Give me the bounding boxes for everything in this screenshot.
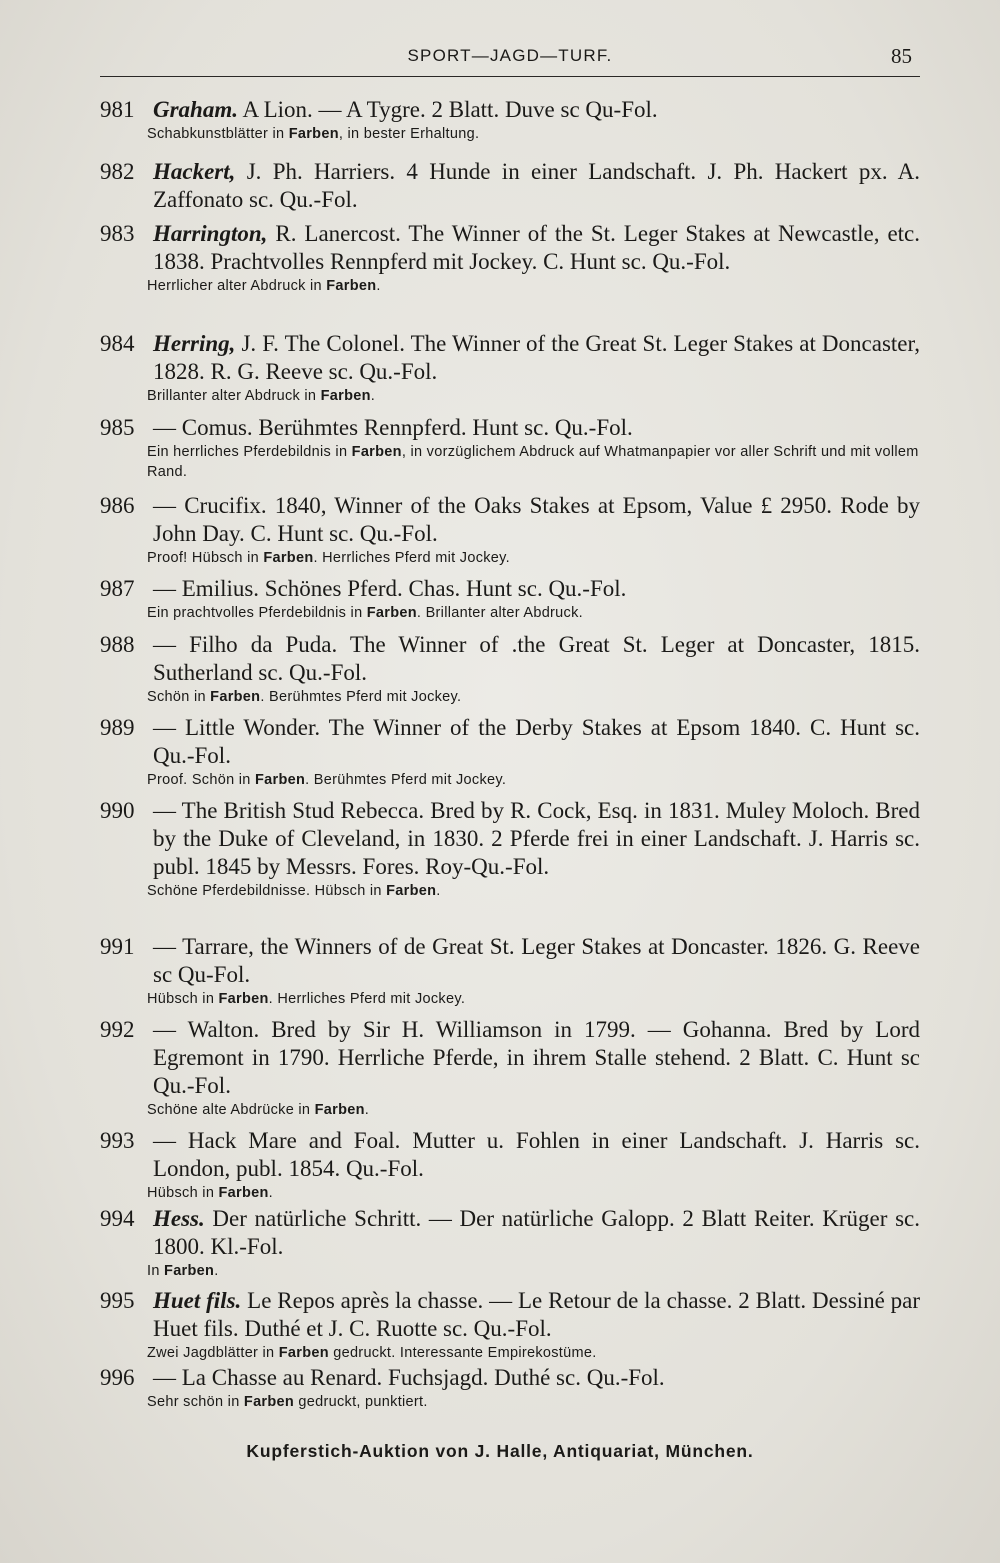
entry-text: Der natürliche Schritt. — Der natürliche Galopp. 2 Blatt Reiter. Krüger sc. 1800. Kl.-Fol. xyxy=(153,1206,920,1259)
entry-description xyxy=(153,631,920,687)
lot-number: 992 xyxy=(100,1017,135,1042)
entry-note: Zwei Jagdblätter in Farben gedruckt. Interessante Empirekostüme. xyxy=(147,1345,597,1361)
lot-number: 982 xyxy=(100,159,135,184)
artist-name: Hess. xyxy=(153,1206,205,1231)
entry-note: Sehr schön in Farben gedruckt, punktiert. xyxy=(147,1394,428,1410)
entry-text: — Crucifix. 1840, Winner of the Oaks Stakes at Epsom, Value £ 2950. Rode by John Day. C. Hunt sc. Qu.-Fol. xyxy=(153,493,920,546)
entry-text: R. Lanercost. The Winner of the St. Leger Stakes at Newcastle, etc. 1838. Prachtvolles Rennpferd mit Jockey. C. Hunt sc. Qu.-Fol. xyxy=(153,221,920,274)
catalog-entry-987 xyxy=(100,575,920,623)
entry-text: A Lion. — A Tygre. 2 Blatt. Duve sc Qu-Fol. xyxy=(238,97,658,122)
page-footer: Kupferstich-Auktion von J. Halle, Antiquariat, München. xyxy=(246,1441,754,1461)
entry-description xyxy=(153,1287,920,1343)
catalog-entry-986 xyxy=(100,492,920,568)
artist-name: Huet fils. xyxy=(153,1288,242,1313)
entry-note: Hübsch in Farben. xyxy=(147,1185,274,1201)
entry-note: In Farben. xyxy=(147,1263,219,1279)
catalog-entry-990 xyxy=(100,797,920,901)
entry-text: — Comus. Berühmtes Rennpferd. Hunt sc. Qu.-Fol. xyxy=(153,415,633,440)
entry-description xyxy=(153,158,920,214)
catalog-entry-994 xyxy=(100,1205,920,1281)
entry-note: Herrlicher alter Abdruck in Farben. xyxy=(147,278,381,294)
entry-text: — Emilius. Schönes Pferd. Chas. Hunt sc. Qu.-Fol. xyxy=(153,576,627,601)
entry-note: Proof! Hübsch in Farben. Herrliches Pferd mit Jockey. xyxy=(147,550,510,566)
lot-number: 989 xyxy=(100,715,135,740)
entry-text: Le Repos après la chasse. — Le Retour de la chasse. 2 Blatt. Dessiné par Huet fils. Duthé et J. C. Ruotte sc. Qu.-Fol. xyxy=(153,1288,921,1341)
entry-note: Schön in Farben. Berühmtes Pferd mit Jockey. xyxy=(147,689,462,705)
entry-note: Brillanter alter Abdruck in Farben. xyxy=(147,388,376,404)
catalog-entry-981 xyxy=(100,96,920,144)
entry-text: J. F. The Colonel. The Winner of the Great St. Leger Stakes at Doncaster, 1828. R. G. Reeve sc. Qu.-Fol. xyxy=(153,331,920,384)
lot-number: 996 xyxy=(100,1365,135,1390)
entry-note: Proof. Schön in Farben. Berühmtes Pferd mit Jockey. xyxy=(147,772,507,788)
running-title: SPORT—JAGD—TURF. xyxy=(407,46,613,65)
catalog-entry-988 xyxy=(100,631,920,707)
entry-text: — Hack Mare and Foal. Mutter u. Fohlen in einer Landschaft. J. Harris sc. London, publ. 1854. Qu.-Fol. xyxy=(153,1128,920,1181)
catalog-entry-995 xyxy=(100,1287,920,1363)
lot-number: 990 xyxy=(100,798,135,823)
catalog-entry-989 xyxy=(100,714,920,790)
catalog-entry-983 xyxy=(100,220,920,296)
lot-number: 983 xyxy=(100,221,135,246)
entry-description xyxy=(153,1205,920,1261)
entry-note: Schabkunstblätter in Farben, in bester Erhaltung. xyxy=(147,126,480,142)
catalog-entry-982 xyxy=(100,158,920,214)
catalog-entry-992 xyxy=(100,1016,920,1120)
entry-description xyxy=(153,414,920,442)
lot-number: 995 xyxy=(100,1288,135,1313)
entry-description xyxy=(153,1016,920,1100)
entry-note: Schöne alte Abdrücke in Farben. xyxy=(147,1102,370,1118)
lot-number: 993 xyxy=(100,1128,135,1153)
catalog-entry-993 xyxy=(100,1127,920,1203)
entry-note: Ein herrliches Pferdebildnis in Farben, in vorzüglichem Abdruck auf Whatmanpapier vor aller Schrift und mit vollem Rand. xyxy=(147,444,919,480)
entry-text: — Filho da Puda. The Winner of .the Great St. Leger at Doncaster, 1815. Sutherland sc. Qu.-Fol. xyxy=(153,632,920,685)
entry-description xyxy=(153,797,920,881)
entry-description xyxy=(153,330,920,386)
page-number: 85 xyxy=(891,44,912,68)
entry-text: — La Chasse au Renard. Fuchsjagd. Duthé sc. Qu.-Fol. xyxy=(153,1365,665,1390)
entry-note: Schöne Pferdebildnisse. Hübsch in Farben. xyxy=(147,883,441,899)
entry-description xyxy=(153,492,920,548)
lot-number: 984 xyxy=(100,331,135,356)
lot-number: 981 xyxy=(100,97,135,122)
entry-text: J. Ph. Harriers. 4 Hunde in einer Landschaft. J. Ph. Hackert px. A. Zaffonato sc. Qu.-Fol. xyxy=(153,159,920,212)
entry-description xyxy=(153,1364,920,1392)
entry-text: — Walton. Bred by Sir H. Williamson in 1799. — Gohanna. Bred by Lord Egremont in 1790. Herrliche Pferde, in ihrem Stalle stehend. 2 Blatt. C. Hunt sc Qu.-Fol. xyxy=(153,1017,920,1098)
entry-text: — The British Stud Rebecca. Bred by R. Cock, Esq. in 1831. Muley Moloch. Bred by the Duke of Cleveland, in 1830. 2 Pferde frei in einer Landschaft. J. Harris sc. publ. 1845 by Messrs. Fores. Roy-Qu.-Fol. xyxy=(153,798,920,879)
lot-number: 994 xyxy=(100,1206,135,1231)
catalog-entry-984 xyxy=(100,330,920,406)
artist-name: Graham. xyxy=(153,97,238,122)
running-head xyxy=(100,42,920,77)
entry-note: Hübsch in Farben. Herrliches Pferd mit Jockey. xyxy=(147,991,466,1007)
artist-name: Harrington, xyxy=(153,221,268,246)
lot-number: 987 xyxy=(100,576,135,601)
entry-text: — Little Wonder. The Winner of the Derby Stakes at Epsom 1840. C. Hunt sc. Qu.-Fol. xyxy=(153,715,920,768)
entry-description xyxy=(153,714,920,770)
catalog-entry-991 xyxy=(100,933,920,1009)
entry-description xyxy=(153,96,920,124)
entry-text: — Tarrare, the Winners of de Great St. Leger Stakes at Doncaster. 1826. G. Reeve sc Qu-Fol. xyxy=(153,934,920,987)
catalog-entry-985 xyxy=(100,414,920,482)
entry-description xyxy=(153,575,920,603)
entry-note: Ein prachtvolles Pferdebildnis in Farben. Brillanter alter Abdruck. xyxy=(147,605,583,621)
artist-name: Hackert, xyxy=(153,159,236,184)
catalog-entry-996 xyxy=(100,1364,920,1412)
entry-description xyxy=(153,1127,920,1183)
entry-description xyxy=(153,220,920,276)
artist-name: Herring, xyxy=(153,331,236,356)
lot-number: 986 xyxy=(100,493,135,518)
lot-number: 988 xyxy=(100,632,135,657)
lot-number: 991 xyxy=(100,934,135,959)
lot-number: 985 xyxy=(100,415,135,440)
entry-description xyxy=(153,933,920,989)
